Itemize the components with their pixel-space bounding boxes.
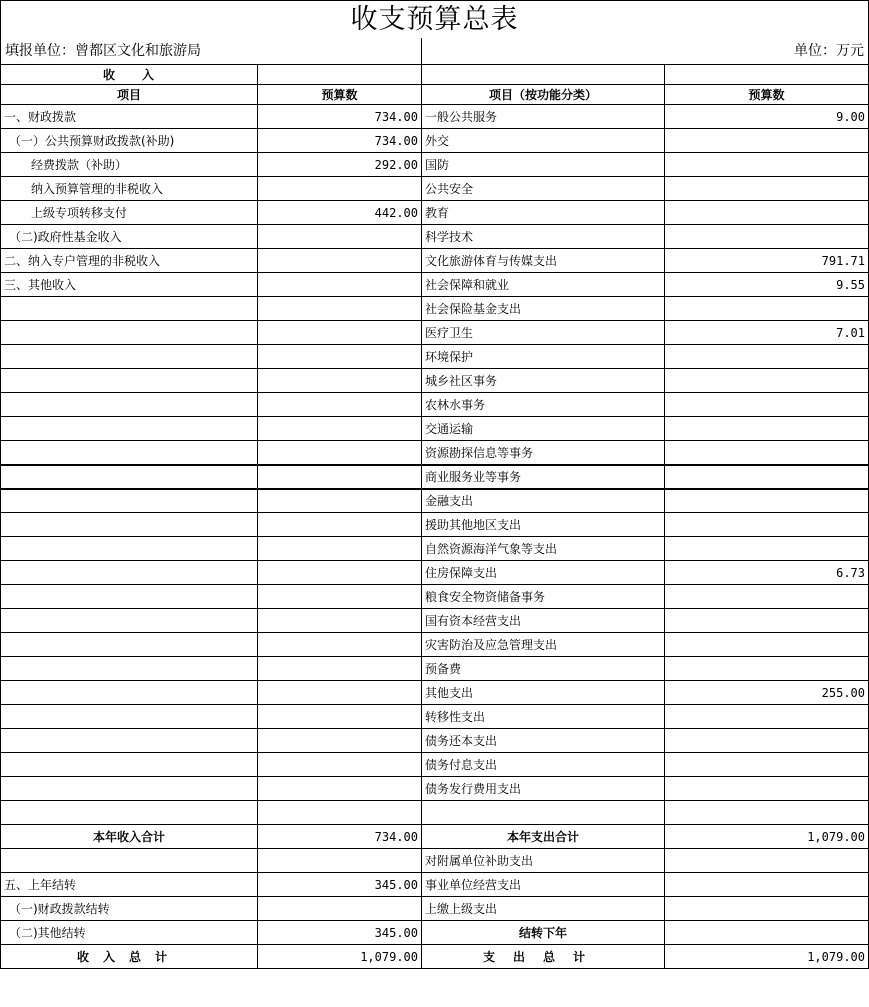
income-item-cell	[1, 321, 258, 345]
expense-item-header: 项目（按功能分类）	[422, 85, 665, 105]
expense-year-total-value: 1,079.00	[665, 825, 869, 849]
income-item-cell: 纳入预算管理的非税收入	[1, 177, 258, 201]
expense-value-cell	[665, 633, 869, 657]
expense-value-cell	[665, 177, 869, 201]
income-item-cell	[1, 777, 258, 801]
expense-item-cell: 医疗卫生	[422, 321, 665, 345]
income-value-cell	[258, 801, 422, 825]
income-budget-header: 预算数	[258, 85, 422, 105]
income-item-cell: 一、财政拨款	[1, 105, 258, 129]
expense-item-cell: 交通运输	[422, 417, 665, 441]
expense-year-total-label: 本年支出合计	[422, 825, 665, 849]
table-row	[1, 393, 869, 417]
expense-grand-total-value: 1,079.00	[665, 945, 869, 969]
header-group-row	[1, 65, 869, 85]
income-item-cell	[1, 681, 258, 705]
income-item-cell	[1, 657, 258, 681]
expense-value-cell	[665, 609, 869, 633]
expense-value-cell	[665, 225, 869, 249]
income-item-cell: 五、上年结转	[1, 873, 258, 897]
expense-value-cell	[665, 897, 869, 921]
income-item-cell	[1, 561, 258, 585]
income-value-cell	[258, 321, 422, 345]
income-item-cell	[1, 345, 258, 369]
expense-group-blank	[422, 65, 665, 85]
expense-value-cell	[665, 513, 869, 537]
income-item-cell	[1, 585, 258, 609]
table-row	[1, 321, 869, 345]
income-item-cell	[1, 465, 258, 489]
expense-value-cell	[665, 129, 869, 153]
expense-item-cell: 城乡社区事务	[422, 369, 665, 393]
income-year-total-value: 734.00	[258, 825, 422, 849]
income-item-cell	[1, 297, 258, 321]
table-row	[1, 681, 869, 705]
expense-item-cell: 教育	[422, 201, 665, 225]
income-value-cell: 292.00	[258, 153, 422, 177]
table-row	[1, 513, 869, 537]
expense-value-cell: 255.00	[665, 681, 869, 705]
expense-value-cell	[665, 441, 869, 465]
table-row	[1, 345, 869, 369]
income-item-cell	[1, 705, 258, 729]
year-total-row	[1, 825, 869, 849]
income-value-cell	[258, 705, 422, 729]
expense-item-cell: 灾害防治及应急管理支出	[422, 633, 665, 657]
income-value-cell: 734.00	[258, 105, 422, 129]
income-item-cell	[1, 801, 258, 825]
income-value-cell	[258, 681, 422, 705]
expense-item-cell: 环境保护	[422, 345, 665, 369]
income-value-cell: 442.00	[258, 201, 422, 225]
income-value-cell	[258, 441, 422, 465]
table-row	[1, 201, 869, 225]
income-value-cell	[258, 777, 422, 801]
expense-value-cell: 9.55	[665, 273, 869, 297]
expense-grand-total-label: 支出总计	[422, 945, 665, 969]
income-value-cell	[258, 729, 422, 753]
table-row	[1, 657, 869, 681]
income-value-cell	[258, 561, 422, 585]
table-row	[1, 249, 869, 273]
expense-item-cell: 公共安全	[422, 177, 665, 201]
expense-item-cell: 转移性支出	[422, 705, 665, 729]
expense-item-cell: 商业服务业等事务	[422, 465, 665, 489]
expense-item-cell: 国防	[422, 153, 665, 177]
income-value-cell	[258, 393, 422, 417]
expense-value-cell	[665, 849, 869, 873]
expense-value-cell	[665, 657, 869, 681]
expense-value-cell	[665, 537, 869, 561]
expense-value-cell	[665, 417, 869, 441]
expense-value-cell	[665, 201, 869, 225]
expense-item-cell: 粮食安全物资储备事务	[422, 585, 665, 609]
table-row	[1, 705, 869, 729]
table-row	[1, 801, 869, 825]
income-item-cell: 经费拨款（补助）	[1, 153, 258, 177]
expense-item-cell: 住房保障支出	[422, 561, 665, 585]
income-grand-total-value: 1,079.00	[258, 945, 422, 969]
expense-item-cell: 债务发行费用支出	[422, 777, 665, 801]
expense-item-cell: 社会保险基金支出	[422, 297, 665, 321]
table-row	[1, 921, 869, 945]
income-value-cell	[258, 249, 422, 273]
income-item-cell: （二)其他结转	[1, 921, 258, 945]
header-row	[1, 85, 869, 105]
expense-item-cell: 事业单位经营支出	[422, 873, 665, 897]
income-item-cell: （一）公共预算财政拨款(补助)	[1, 129, 258, 153]
income-value-cell	[258, 489, 422, 513]
expense-item-cell: 文化旅游体育与传媒支出	[422, 249, 665, 273]
table-row	[1, 897, 869, 921]
income-group-header: 收 入	[1, 65, 258, 85]
income-item-cell	[1, 513, 258, 537]
budget-table	[0, 64, 869, 969]
expense-value-cell	[665, 873, 869, 897]
table-row	[1, 537, 869, 561]
income-group-blank	[258, 65, 422, 85]
table-row	[1, 489, 869, 513]
expense-value-cell	[665, 465, 869, 489]
table-row	[1, 753, 869, 777]
table-row	[1, 273, 869, 297]
table-row	[1, 561, 869, 585]
income-value-cell	[258, 417, 422, 441]
column-divider	[421, 38, 422, 64]
income-item-cell: （一)财政拨款结转	[1, 897, 258, 921]
table-row	[1, 177, 869, 201]
expense-item-cell: 金融支出	[422, 489, 665, 513]
expense-item-cell: 自然资源海洋气象等支出	[422, 537, 665, 561]
table-row	[1, 585, 869, 609]
expense-value-cell: 9.00	[665, 105, 869, 129]
income-value-cell	[258, 537, 422, 561]
filing-unit: 填报单位：曾都区文化和旅游局	[5, 43, 201, 59]
table-row	[1, 873, 869, 897]
table-row	[1, 153, 869, 177]
income-value-cell	[258, 609, 422, 633]
expense-item-cell: 社会保障和就业	[422, 273, 665, 297]
expense-value-cell	[665, 297, 869, 321]
income-item-cell	[1, 633, 258, 657]
expense-value-cell: 791.71	[665, 249, 869, 273]
expense-value-cell	[665, 729, 869, 753]
expense-item-cell: 结转下年	[422, 921, 665, 945]
income-item-cell	[1, 369, 258, 393]
expense-item-cell: 一般公共服务	[422, 105, 665, 129]
income-value-cell: 345.00	[258, 873, 422, 897]
expense-item-cell: 对附属单位补助支出	[422, 849, 665, 873]
income-item-cell: 二、纳入专户管理的非税收入	[1, 249, 258, 273]
income-item-cell	[1, 489, 258, 513]
table-row	[1, 777, 869, 801]
expense-item-cell: 国有资本经营支出	[422, 609, 665, 633]
table-row	[1, 609, 869, 633]
income-value-cell	[258, 897, 422, 921]
expense-group-blank	[665, 65, 869, 85]
grand-total-row	[1, 945, 869, 969]
income-value-cell	[258, 273, 422, 297]
income-item-cell	[1, 609, 258, 633]
income-item-cell	[1, 537, 258, 561]
table-row	[1, 441, 869, 465]
unit-label: 单位：万元	[794, 43, 864, 59]
income-value-cell: 734.00	[258, 129, 422, 153]
table-row	[1, 729, 869, 753]
income-item-cell	[1, 417, 258, 441]
expense-value-cell: 7.01	[665, 321, 869, 345]
income-item-cell: 上级专项转移支付	[1, 201, 258, 225]
expense-value-cell: 6.73	[665, 561, 869, 585]
income-value-cell	[258, 225, 422, 249]
expense-item-cell: 农林水事务	[422, 393, 665, 417]
expense-value-cell	[665, 585, 869, 609]
expense-item-cell: 上缴上级支出	[422, 897, 665, 921]
expense-budget-header: 预算数	[665, 85, 869, 105]
expense-value-cell	[665, 369, 869, 393]
expense-value-cell	[665, 921, 869, 945]
table-row	[1, 417, 869, 441]
expense-item-cell: 债务还本支出	[422, 729, 665, 753]
income-value-cell: 345.00	[258, 921, 422, 945]
expense-value-cell	[665, 705, 869, 729]
income-item-cell	[1, 849, 258, 873]
table-row	[1, 297, 869, 321]
expense-value-cell	[665, 153, 869, 177]
income-value-cell	[258, 585, 422, 609]
table-row	[1, 129, 869, 153]
income-item-header: 项目	[1, 85, 258, 105]
income-item-cell	[1, 393, 258, 417]
income-item-cell	[1, 753, 258, 777]
expense-value-cell	[665, 489, 869, 513]
sub-header	[0, 38, 869, 64]
income-item-cell	[1, 441, 258, 465]
table-row	[1, 849, 869, 873]
page-title: 收支预算总表	[0, 0, 869, 38]
expense-item-cell: 科学技术	[422, 225, 665, 249]
expense-value-cell	[665, 393, 869, 417]
income-item-cell	[1, 729, 258, 753]
expense-value-cell	[665, 753, 869, 777]
income-value-cell	[258, 369, 422, 393]
expense-item-cell: 其他支出	[422, 681, 665, 705]
income-item-cell: （二)政府性基金收入	[1, 225, 258, 249]
expense-item-cell: 资源勘探信息等事务	[422, 441, 665, 465]
table-row	[1, 633, 869, 657]
income-value-cell	[258, 177, 422, 201]
income-value-cell	[258, 657, 422, 681]
table-row	[1, 465, 869, 489]
income-value-cell	[258, 513, 422, 537]
income-value-cell	[258, 633, 422, 657]
table-row	[1, 369, 869, 393]
income-grand-total-label: 收入总计	[1, 945, 258, 969]
expense-item-cell: 债务付息支出	[422, 753, 665, 777]
income-value-cell	[258, 753, 422, 777]
expense-item-cell	[422, 801, 665, 825]
income-value-cell	[258, 849, 422, 873]
expense-item-cell: 预备费	[422, 657, 665, 681]
expense-value-cell	[665, 345, 869, 369]
expense-item-cell: 外交	[422, 129, 665, 153]
table-row	[1, 105, 869, 129]
expense-value-cell	[665, 777, 869, 801]
income-value-cell	[258, 465, 422, 489]
income-value-cell	[258, 345, 422, 369]
table-row	[1, 225, 869, 249]
income-value-cell	[258, 297, 422, 321]
income-year-total-label: 本年收入合计	[1, 825, 258, 849]
income-item-cell: 三、其他收入	[1, 273, 258, 297]
expense-item-cell: 援助其他地区支出	[422, 513, 665, 537]
expense-value-cell	[665, 801, 869, 825]
